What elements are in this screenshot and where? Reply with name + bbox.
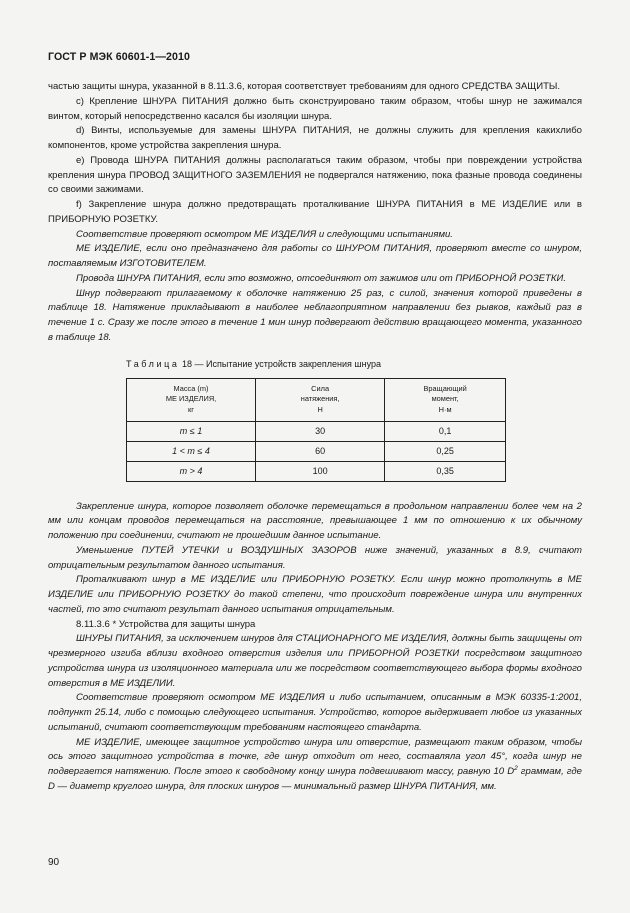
paragraph: е) Провода ШНУРА ПИТАНИЯ должны располагаться таким образом, чтобы при повреждении устройства крепления шнура ПРОВОД ЗАЩИТНОГО ЗАЗЕМЛЕНИЯ не подвергался натяжению, пока фазные провода соединены со своими зажимами. [48, 154, 582, 196]
paragraph: Соответствие проверяют осмотром МЕ ИЗДЕЛИЯ и следующими испытаниями. [76, 228, 453, 240]
cell-mass: 1 < m ≤ 4 [127, 441, 256, 461]
header-mass: Масса (m) МЕ ИЗДЕЛИЯ, кг [127, 378, 256, 421]
paragraph: d) Винты, используемые для замены ШНУРА ПИТАНИЯ, не должны служить для крепления какихлибо компонентов, кроме устройства закрепления шнура. [48, 125, 582, 151]
table-caption-title: 18 — Испытание устройств закрепления шнура [182, 358, 382, 369]
document-header: ГОСТ Р МЭК 60601-1—2010 [48, 51, 191, 63]
paragraph: Уменьшение ПУТЕЙ УТЕЧКИ и ВОЗДУШНЫХ ЗАЗОРОВ ниже значений, указанных в 8.9, считают отрицательным результатом данного испытания. [48, 544, 582, 571]
paragraph: Закрепление шнура, которое позволяет оболочке перемещаться в продольном направлении более чем на 2 мм или концам проводов перемещаться на расстояние, превышающее 1 мм по отношению к их обычному положению при соединении, считают не прошедшим данное испытание. [48, 500, 582, 541]
table-caption [126, 358, 582, 370]
paragraphs-bottom [48, 500, 582, 736]
paragraph: с) Крепление ШНУРА ПИТАНИЯ должно быть сконструировано таким образом, чтобы шнур не зажимался винтом, который непосредственно касался бы изоляции шнура. [48, 95, 582, 122]
paragraph: f) Закрепление шнура должно предотвращать проталкивание ШНУРА ПИТАНИЯ в МЕ ИЗДЕЛИЕ или в ПРИБОРНУЮ РОЗЕТКУ. [48, 199, 582, 225]
cell-torque: 0,25 [385, 441, 506, 461]
paragraph: Провода ШНУРА ПИТАНИЯ, если это возможно, отсоединяют от зажимов или от ПРИБОРНОЙ РОЗЕТКИ. [76, 272, 566, 284]
paragraphs-top [48, 80, 582, 346]
header-pull-force: Сила натяжения, Н [256, 378, 385, 421]
table-caption-word: Таблица [126, 358, 180, 369]
table-row [127, 421, 506, 441]
cell-force: 100 [256, 461, 385, 481]
cell-torque: 0,35 [385, 461, 506, 481]
paragraph-last: МЕ ИЗДЕЛИЕ, имеющее защитное устройство шнура или отверстие, размещают таким образом, чтобы ось этого защитного устройства в точке, где шнур отходит от него, составляла угол 45°, когда шнур не подвергается натяжению. После этого к свободному концу шнура подвешивают массу, равную 10 $D^2$ граммам, где D — диаметр круглого шнура, для плоских шнуров — минимальный размер ШНУРА ПИТАНИЯ, мм. [48, 736, 582, 792]
table-header-row [127, 378, 506, 421]
cell-torque: 0,1 [385, 421, 506, 441]
cell-mass: m ≤ 1 [127, 421, 256, 441]
paragraph: Шнур подвергают прилагаемому к оболочке натяжению 25 раз, с силой, значения которой приведены в таблице 18. Натяжение прикладывают в наиболее неблагоприятном направлении без рывков, каждый раз в течение 1 с. Сразу же после этого в течение 1 мин шнур подвергают действию вращающего момента, указанного в таблице 18. [48, 287, 582, 343]
cell-force: 30 [256, 421, 385, 441]
paragraph: 8.11.3.6 * Устройства для защиты шнура [76, 618, 256, 630]
cell-force: 60 [256, 441, 385, 461]
table-row [127, 461, 506, 481]
table-row [127, 441, 506, 461]
header-torque: Вращающий момент, Н·м [385, 378, 506, 421]
paragraph: ШНУРЫ ПИТАНИЯ, за исключением шнуров для СТАЦИОНАРНОГО МЕ ИЗДЕЛИЯ, должны быть защищены от чрезмерного изгиба вблизи входного отверстия изделия или ПРИБОРНОЙ РОЗЕТКИ посредством защитного устройства шнура из изоляционного материала или же посредством соответствующего выбора формы входного отверстия в МЕ ИЗДЕЛИИ. [48, 633, 582, 689]
page-body [48, 80, 582, 795]
paragraph: Соответствие проверяют осмотром МЕ ИЗДЕЛИЯ и либо испытанием, описанным в МЭК 60335-1:2001, подпункт 25.14, либо с помощью следующего испытания. Устройство, которое выдерживает любое из указанных испытаний, считают соответствующим требованиям настоящего стандарта. [48, 692, 582, 733]
page-number: 90 [48, 857, 60, 868]
paragraph: Проталкивают шнур в МЕ ИЗДЕЛИЕ или ПРИБОРНУЮ РОЗЕТКУ. Если шнур можно протолкнуть в МЕ ИЗДЕЛИЕ или ПРИБОРНУЮ РОЗЕТКУ до такой степени, что происходит повреждение шнура или внутренних частей, то это считают результат данного испытания отрицательным. [48, 574, 582, 615]
paragraph: частью защиты шнура, указанной в 8.11.3.6, которая соответствует требованиям для одного СРЕДСТВА ЗАЩИТЫ. [48, 81, 561, 92]
cell-mass: m > 4 [127, 461, 256, 481]
paragraph: МЕ ИЗДЕЛИЕ, если оно предназначено для работы со ШНУРОМ ПИТАНИЯ, проверяют вместе со шнуром, поставляемым ИЗГОТОВИТЕЛЕМ. [48, 243, 582, 269]
cord-anchorage-table [126, 378, 506, 482]
